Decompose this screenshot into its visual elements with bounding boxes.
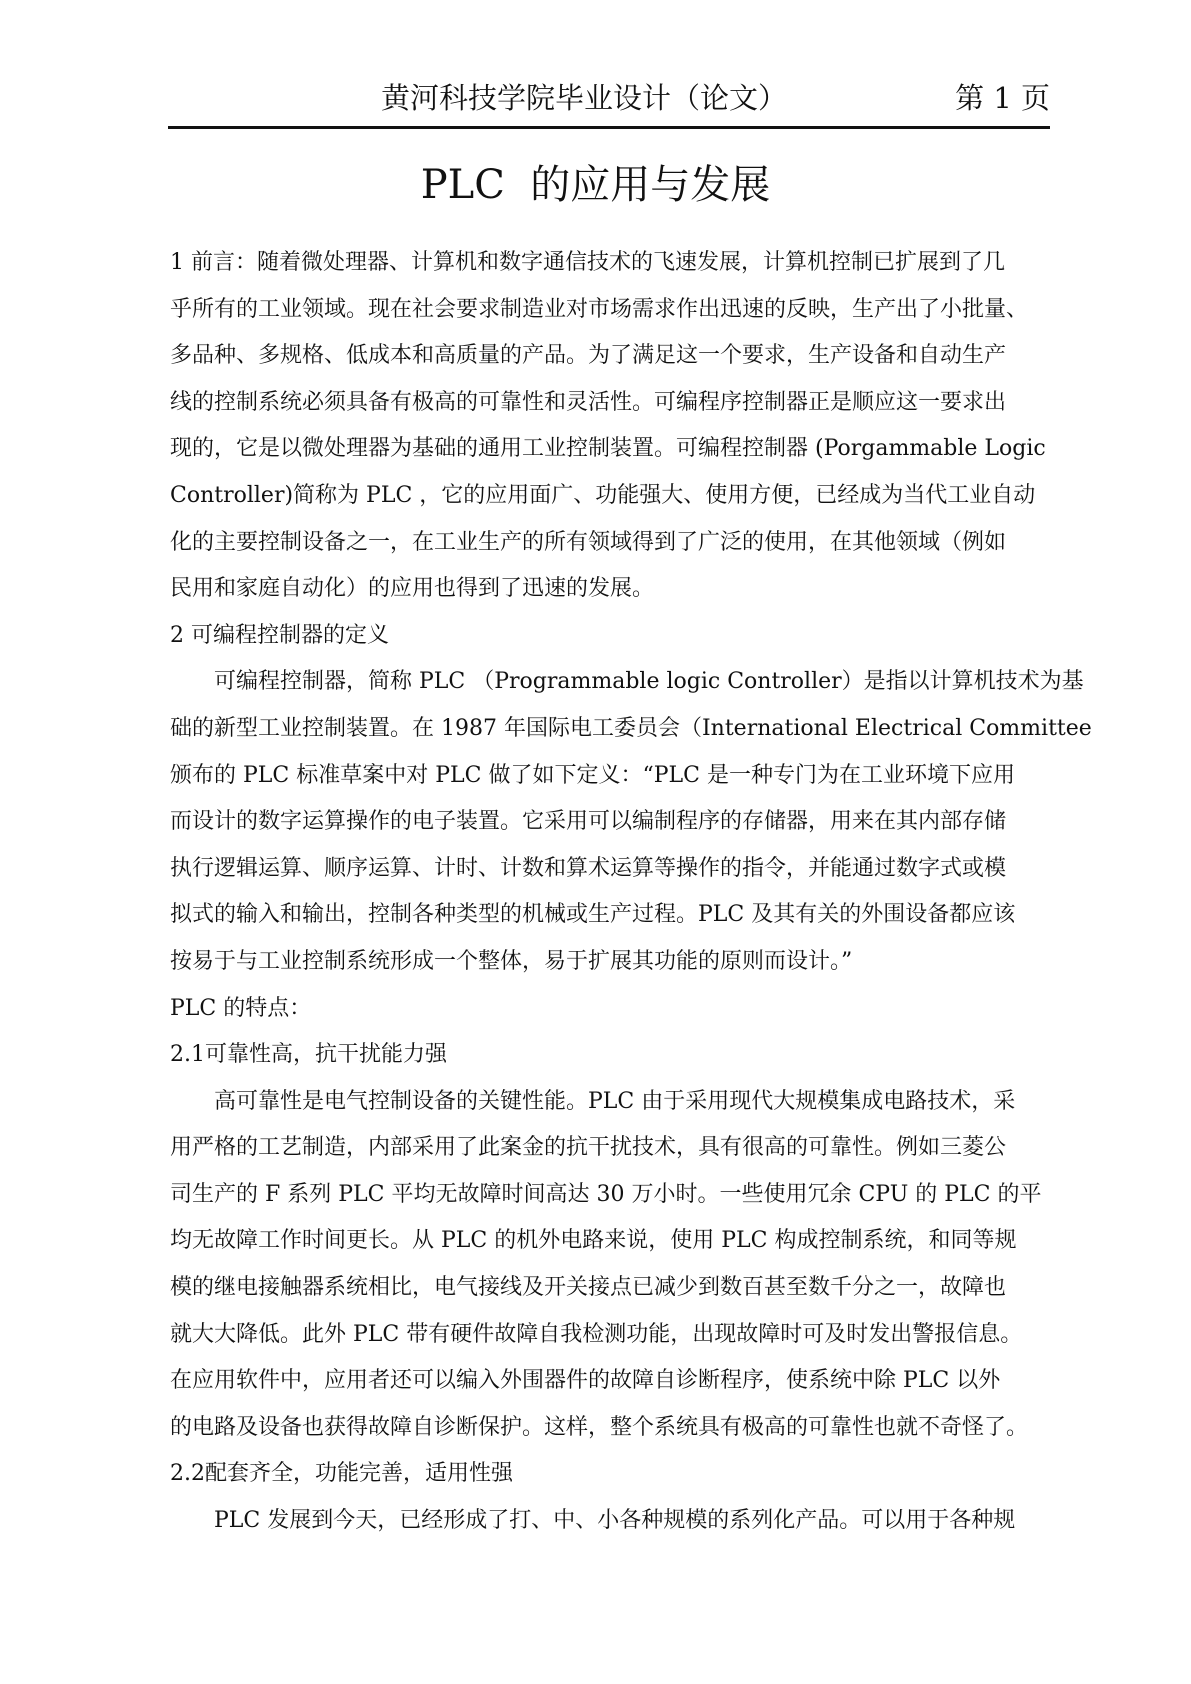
text-line: 多品种、多规格、低成本和高质量的产品。为了满足这一个要求，生产设备和自动生产 (170, 343, 1007, 369)
text-line: Controller)简称为 PLC ，它的应用面广、功能强大、使用方便，已经成为当代工业自动 (170, 482, 1036, 508)
text-line: 现的，它是以微处理器为基础的通用工业控制装置。可编程控制器 (Porgammable Logic (170, 436, 1046, 462)
text-line: 执行逻辑运算、顺序运算、计时、计数和算术运算等操作的指令，并能通过数字式或模 (170, 855, 1007, 881)
text-line: 均无故障工作时间更长。从 PLC 的机外电路来说，使用 PLC 构成控制系统，和同等规 (170, 1228, 1017, 1254)
subsection-heading: 2.2配套齐全，功能完善，适用性强 (170, 1461, 513, 1487)
text-line: 按易于与工业控制系统形成一个整体，易于扩展其功能的原则而设计。” (170, 948, 853, 974)
header-title: 黄河科技学院毕业设计（论文） (381, 81, 788, 115)
text-line: 拟式的输入和输出，控制各种类型的机械或生产过程。PLC 及其有关的外围设备都应该 (170, 902, 1016, 928)
text-line: 而设计的数字运算操作的电子装置。它采用可以编制程序的存储器，用来在其内部存储 (170, 809, 1007, 835)
text-line: 础的新型工业控制装置。在 1987 年国际电工委员会（International Electrical Committee (170, 715, 1092, 741)
text-line: 化的主要控制设备之一，在工业生产的所有领域得到了广泛的使用，在其他领域（例如 (170, 529, 1007, 555)
section-heading: PLC 的特点： (170, 995, 312, 1021)
subsection-heading: 2.1可靠性高，抗干扰能力强 (170, 1042, 447, 1068)
section-heading: 2 可编程控制器的定义 (170, 622, 389, 648)
text-line: 1 前言：随着微处理器、计算机和数字通信技术的飞速发展，计算机控制已扩展到了几 (170, 250, 1005, 275)
text-line: 用严格的工艺制造，内部采用了此案金的抗干扰技术，具有很高的可靠性。例如三菱公 (170, 1135, 1007, 1161)
document-title: PLC 的应用与发展 (420, 162, 771, 208)
text-line: 颁布的 PLC 标准草案中对 PLC 做了如下定义：“PLC 是一种专门为在工业环境下应用 (170, 762, 1015, 788)
text-line: 线的控制系统必须具备有极高的可靠性和灵活性。可编程序控制器正是顺应这一要求出 (170, 389, 1007, 415)
text-line: 乎所有的工业领域。现在社会要求制造业对市场需求作出迅速的反映，生产出了小批量、 (170, 296, 1029, 322)
text-line: 就大大降低。此外 PLC 带有硬件故障自我检测功能，出现故障时可及时发出警报信息。 (170, 1321, 1023, 1347)
document-body (170, 240, 1191, 1545)
text-line: 在应用软件中，应用者还可以编入外围器件的故障自诊断程序，使系统中除 PLC 以外 (170, 1368, 1001, 1394)
text-line: 高可靠性是电气控制设备的关键性能。PLC 由于采用现代大规模集成电路技术，采 (214, 1088, 1016, 1114)
text-line: 民用和家庭自动化）的应用也得到了迅速的发展。 (170, 576, 655, 602)
text-line: 模的继电接触器系统相比，电气接线及开关接点已减少到数百甚至数千分之一，故障也 (170, 1275, 1007, 1301)
text-line: 司生产的 F 系列 PLC 平均无故障时间高达 30 万小时。一些使用冗余 CPU 的 PLC 的平 (170, 1181, 1042, 1207)
text-line: 可编程控制器，简称 PLC （Programmable logic Controller）是指以计算机技术为基 (214, 669, 1084, 695)
text-line: PLC 发展到今天，已经形成了打、中、小各种规模的系列化产品。可以用于各种规 (214, 1508, 1016, 1534)
page-header (168, 76, 1050, 129)
text-line: 的电路及设备也获得故障自诊断保护。这样，整个系统具有极高的可靠性也就不奇怪了。 (170, 1414, 1029, 1440)
page-number: 第 1 页 (955, 81, 1050, 115)
